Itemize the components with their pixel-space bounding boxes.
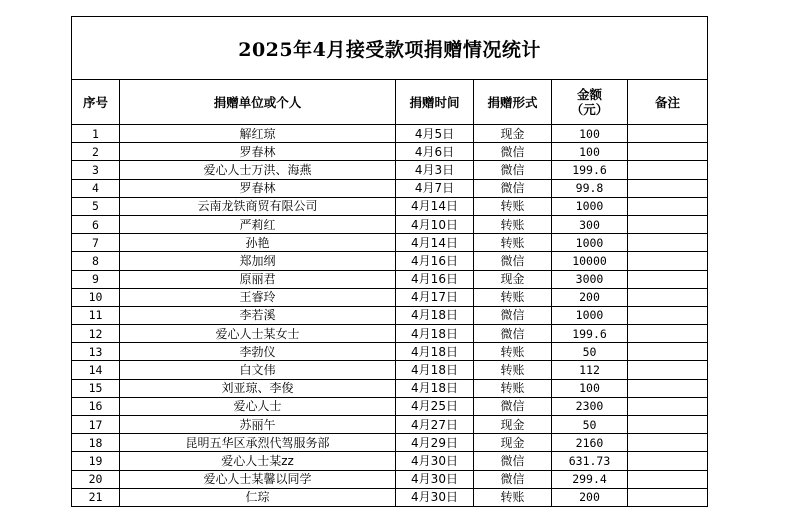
- cell-note: [628, 288, 708, 306]
- cell-amount: 1000: [552, 197, 628, 215]
- cell-no: 2: [72, 143, 120, 161]
- cell-amount: 631.73: [552, 452, 628, 470]
- cell-form: 微信: [474, 161, 552, 179]
- cell-no: 20: [72, 470, 120, 488]
- cell-donor: 罗春林: [120, 179, 396, 197]
- cell-donor: 孙艳: [120, 234, 396, 252]
- table-row: [72, 470, 708, 488]
- cell-form: 微信: [474, 179, 552, 197]
- cell-date: 4月18日: [396, 361, 474, 379]
- table-row: [72, 416, 708, 434]
- cell-amount: 1000: [552, 306, 628, 324]
- cell-donor: 解红琼: [120, 125, 396, 143]
- cell-amount: 3000: [552, 270, 628, 288]
- cell-donor: 爱心人士某女士: [120, 325, 396, 343]
- cell-donor: 李勃仪: [120, 343, 396, 361]
- cell-form: 转账: [474, 215, 552, 233]
- table-row: [72, 215, 708, 233]
- cell-amount: 200: [552, 288, 628, 306]
- cell-amount: 299.4: [552, 470, 628, 488]
- table-row: [72, 397, 708, 415]
- cell-date: 4月18日: [396, 306, 474, 324]
- cell-date: 4月30日: [396, 488, 474, 506]
- cell-form: 转账: [474, 288, 552, 306]
- cell-form: 微信: [474, 470, 552, 488]
- cell-no: 1: [72, 125, 120, 143]
- header-date: 捐赠时间: [396, 80, 474, 125]
- cell-form: 现金: [474, 125, 552, 143]
- table-row: [72, 379, 708, 397]
- cell-donor: 王睿玲: [120, 288, 396, 306]
- table-row: [72, 234, 708, 252]
- cell-donor: 云南龙铁商贸有限公司: [120, 197, 396, 215]
- cell-donor: 爱心人士万洪、海燕: [120, 161, 396, 179]
- table-row: [72, 325, 708, 343]
- cell-form: 现金: [474, 270, 552, 288]
- cell-note: [628, 470, 708, 488]
- cell-note: [628, 488, 708, 506]
- cell-note: [628, 325, 708, 343]
- header-no: 序号: [72, 80, 120, 125]
- cell-note: [628, 452, 708, 470]
- header-donor: 捐赠单位或个人: [120, 80, 396, 125]
- cell-amount: 99.8: [552, 179, 628, 197]
- cell-note: [628, 306, 708, 324]
- donation-sheet: [71, 16, 707, 507]
- cell-date: 4月16日: [396, 252, 474, 270]
- table-row: [72, 143, 708, 161]
- cell-form: 转账: [474, 343, 552, 361]
- cell-form: 转账: [474, 488, 552, 506]
- cell-form: 转账: [474, 197, 552, 215]
- table-row: [72, 161, 708, 179]
- table-row: [72, 179, 708, 197]
- table-row: [72, 452, 708, 470]
- cell-no: 11: [72, 306, 120, 324]
- header-form: 捐赠形式: [474, 80, 552, 125]
- cell-amount: 50: [552, 416, 628, 434]
- cell-date: 4月30日: [396, 452, 474, 470]
- cell-date: 4月29日: [396, 434, 474, 452]
- cell-donor: 苏丽午: [120, 416, 396, 434]
- cell-donor: 罗春林: [120, 143, 396, 161]
- table-body: [72, 125, 708, 507]
- cell-form: 转账: [474, 379, 552, 397]
- cell-form: 微信: [474, 325, 552, 343]
- cell-note: [628, 197, 708, 215]
- cell-no: 13: [72, 343, 120, 361]
- cell-no: 21: [72, 488, 120, 506]
- cell-date: 4月6日: [396, 143, 474, 161]
- cell-donor: 爱心人士某zz: [120, 452, 396, 470]
- cell-date: 4月3日: [396, 161, 474, 179]
- table-row: [72, 488, 708, 506]
- cell-amount: 300: [552, 215, 628, 233]
- cell-amount: 10000: [552, 252, 628, 270]
- table-row: [72, 252, 708, 270]
- cell-amount: 100: [552, 379, 628, 397]
- cell-no: 19: [72, 452, 120, 470]
- table-row: [72, 361, 708, 379]
- header-amount-unit: （元）: [570, 102, 609, 117]
- table-row: [72, 306, 708, 324]
- header-row: [72, 80, 708, 125]
- cell-date: 4月17日: [396, 288, 474, 306]
- cell-no: 16: [72, 397, 120, 415]
- cell-amount: 199.6: [552, 161, 628, 179]
- cell-donor: 仁琮: [120, 488, 396, 506]
- cell-donor: 郑加纲: [120, 252, 396, 270]
- cell-no: 10: [72, 288, 120, 306]
- cell-note: [628, 125, 708, 143]
- cell-note: [628, 252, 708, 270]
- cell-donor: 原丽君: [120, 270, 396, 288]
- title-row: [72, 17, 708, 80]
- cell-date: 4月7日: [396, 179, 474, 197]
- table-row: [72, 125, 708, 143]
- cell-donor: 爱心人士: [120, 397, 396, 415]
- cell-note: [628, 434, 708, 452]
- cell-note: [628, 161, 708, 179]
- table-row: [72, 270, 708, 288]
- cell-form: 微信: [474, 252, 552, 270]
- cell-note: [628, 215, 708, 233]
- header-amount: [552, 80, 628, 125]
- cell-amount: 100: [552, 143, 628, 161]
- cell-date: 4月25日: [396, 397, 474, 415]
- donation-table: [71, 16, 708, 507]
- cell-no: 8: [72, 252, 120, 270]
- cell-no: 6: [72, 215, 120, 233]
- cell-no: 9: [72, 270, 120, 288]
- cell-date: 4月14日: [396, 234, 474, 252]
- table-row: [72, 288, 708, 306]
- cell-no: 5: [72, 197, 120, 215]
- cell-amount: 2300: [552, 397, 628, 415]
- header-note: 备注: [628, 80, 708, 125]
- cell-amount: 2160: [552, 434, 628, 452]
- cell-donor: 爱心人士某馨以同学: [120, 470, 396, 488]
- cell-no: 18: [72, 434, 120, 452]
- cell-no: 15: [72, 379, 120, 397]
- cell-amount: 199.6: [552, 325, 628, 343]
- cell-no: 17: [72, 416, 120, 434]
- cell-form: 微信: [474, 306, 552, 324]
- cell-form: 现金: [474, 416, 552, 434]
- cell-no: 3: [72, 161, 120, 179]
- cell-form: 微信: [474, 143, 552, 161]
- cell-form: 微信: [474, 452, 552, 470]
- cell-donor: 严莉红: [120, 215, 396, 233]
- table-row: [72, 197, 708, 215]
- cell-amount: 100: [552, 125, 628, 143]
- cell-donor: 刘亚琼、李俊: [120, 379, 396, 397]
- cell-date: 4月18日: [396, 379, 474, 397]
- cell-form: 转账: [474, 234, 552, 252]
- cell-date: 4月16日: [396, 270, 474, 288]
- cell-amount: 112: [552, 361, 628, 379]
- cell-date: 4月30日: [396, 470, 474, 488]
- table-row: [72, 343, 708, 361]
- cell-date: 4月18日: [396, 325, 474, 343]
- cell-donor: 李若溪: [120, 306, 396, 324]
- table-title: 2025年4月接受款项捐赠情况统计: [72, 17, 708, 80]
- cell-note: [628, 143, 708, 161]
- cell-amount: 200: [552, 488, 628, 506]
- header-amount-label: 金额: [576, 87, 602, 102]
- cell-no: 12: [72, 325, 120, 343]
- cell-donor: 白文伟: [120, 361, 396, 379]
- cell-donor: 昆明五华区承烈代驾服务部: [120, 434, 396, 452]
- cell-no: 7: [72, 234, 120, 252]
- cell-no: 14: [72, 361, 120, 379]
- cell-form: 现金: [474, 434, 552, 452]
- cell-date: 4月27日: [396, 416, 474, 434]
- cell-note: [628, 361, 708, 379]
- cell-no: 4: [72, 179, 120, 197]
- cell-date: 4月10日: [396, 215, 474, 233]
- cell-date: 4月14日: [396, 197, 474, 215]
- cell-note: [628, 343, 708, 361]
- cell-date: 4月18日: [396, 343, 474, 361]
- cell-date: 4月5日: [396, 125, 474, 143]
- cell-amount: 50: [552, 343, 628, 361]
- cell-note: [628, 416, 708, 434]
- cell-note: [628, 179, 708, 197]
- cell-note: [628, 234, 708, 252]
- cell-note: [628, 379, 708, 397]
- cell-form: 转账: [474, 361, 552, 379]
- cell-amount: 1000: [552, 234, 628, 252]
- cell-note: [628, 270, 708, 288]
- table-row: [72, 434, 708, 452]
- cell-form: 微信: [474, 397, 552, 415]
- cell-note: [628, 397, 708, 415]
